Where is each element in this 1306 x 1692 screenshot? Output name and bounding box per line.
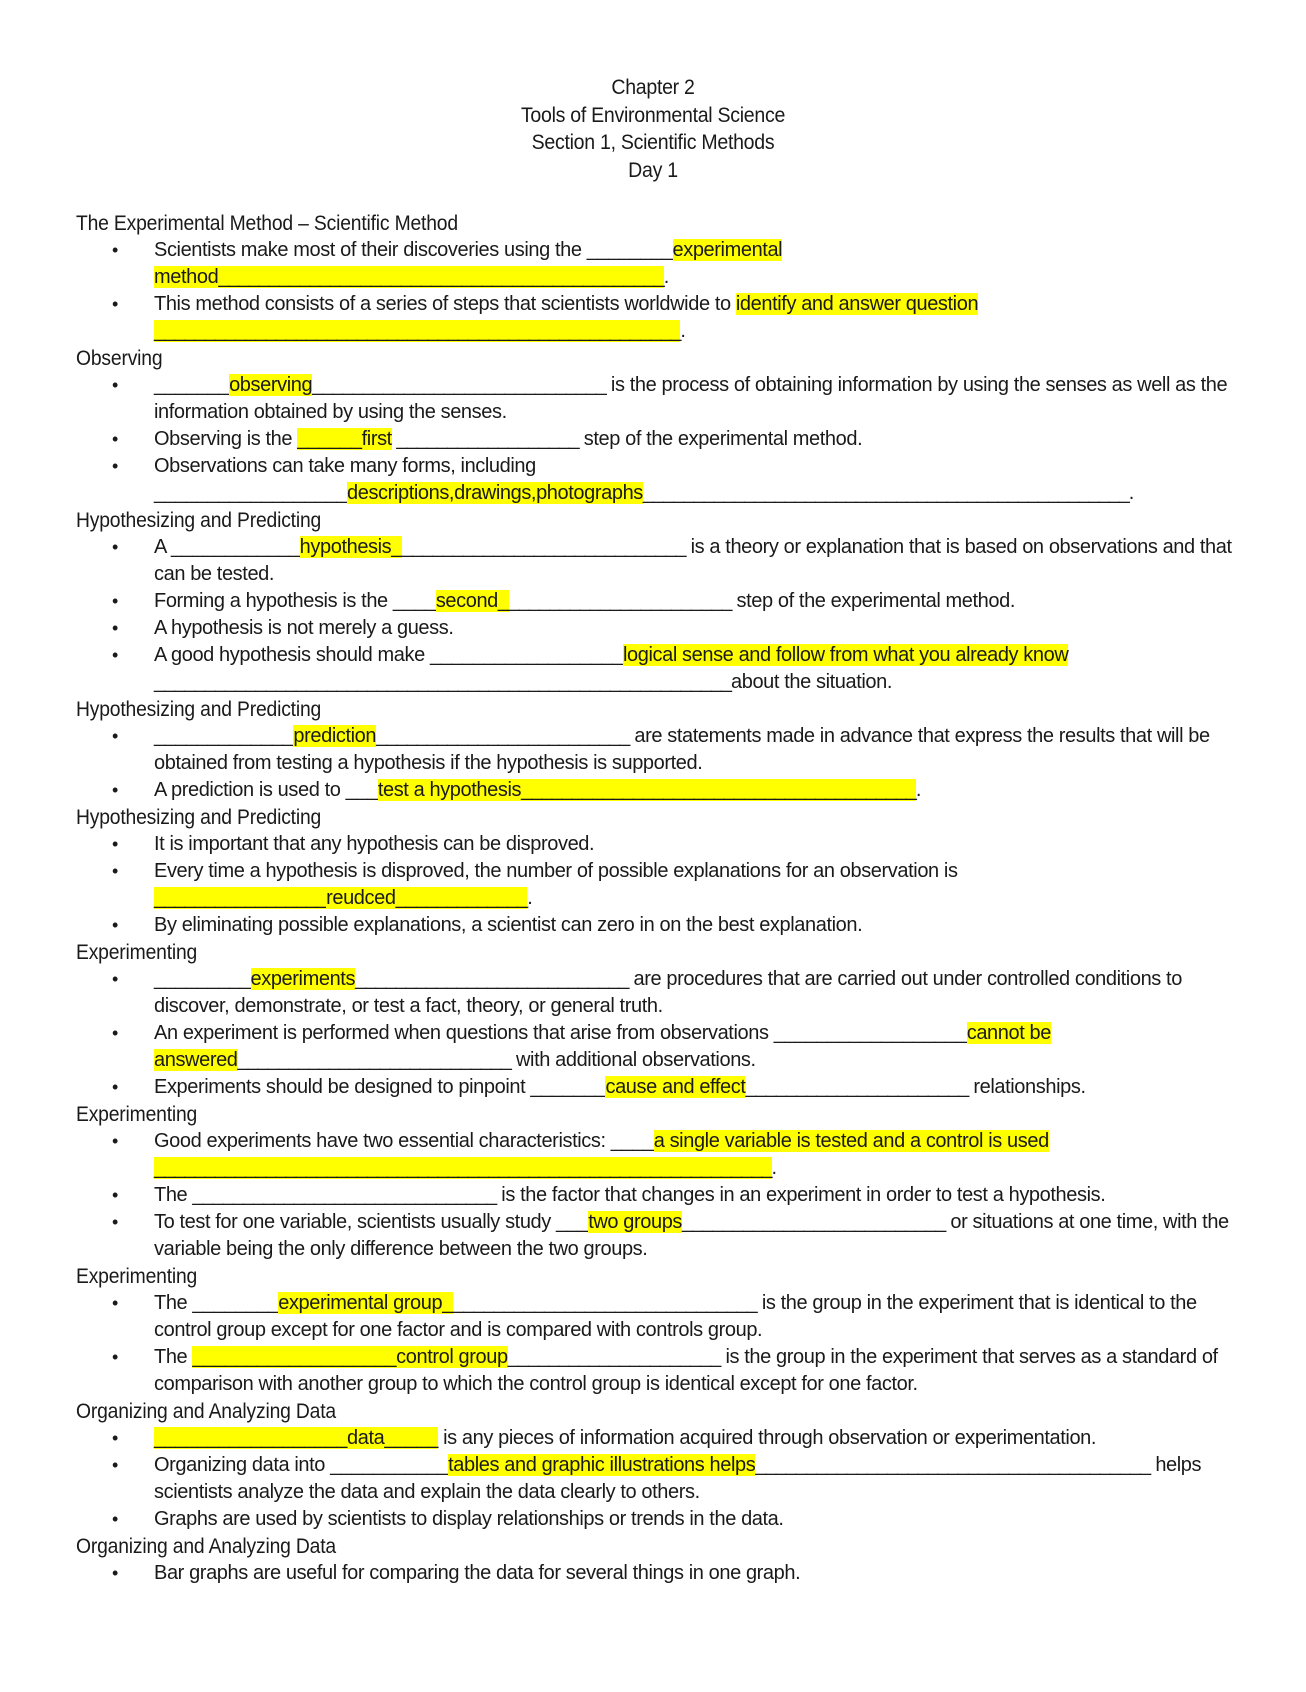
- answer-highlight: experimental group_: [278, 1292, 453, 1314]
- list-item: [76, 642, 1236, 696]
- list-item: [76, 534, 1236, 588]
- bullet-list: [76, 534, 1236, 696]
- bullet-icon: •: [112, 240, 118, 260]
- notes-content: [76, 210, 1236, 1587]
- bullet-list: [76, 831, 1236, 939]
- item-text: .: [915, 779, 922, 801]
- fill-blank: _____________: [395, 887, 528, 909]
- list-item: [76, 1290, 1236, 1344]
- list-item: [76, 615, 1236, 642]
- bullet-list: [76, 966, 1236, 1101]
- answer-highlight: ______first: [297, 428, 392, 450]
- item-text: The: [154, 1184, 193, 1206]
- item-text: An experiment is performed when questions that arise from observations __________________: [154, 1022, 967, 1044]
- bullet-icon: •: [112, 915, 118, 935]
- section-title: Section 1, Scientific Methods: [531, 131, 775, 154]
- list-item: [76, 723, 1236, 777]
- section-heading: Hypothesizing and Predicting: [76, 509, 322, 532]
- bullet-icon: •: [112, 1428, 118, 1448]
- bullet-list: [76, 1425, 1236, 1533]
- fill-blank: _________________________: [376, 725, 630, 747]
- fill-blank: ______________________: [745, 1076, 969, 1098]
- answer-highlight: prediction: [293, 725, 377, 747]
- item-text: .: [771, 1157, 777, 1179]
- bullet-icon: •: [112, 429, 118, 449]
- item-text: _________: [154, 968, 251, 990]
- answer-highlight: observing: [229, 374, 313, 396]
- fill-blank: _______________________________________: [755, 1454, 1151, 1476]
- answer-highlight: tables and graphic illustrations helps: [448, 1454, 756, 1476]
- fill-blank: ________________________________________________: [642, 482, 1129, 504]
- item-text: It is important that any hypothesis can be disproved.: [154, 833, 595, 855]
- list-item: [76, 1128, 1236, 1182]
- bullet-icon: •: [112, 834, 118, 854]
- item-text: Observing is the: [154, 428, 298, 450]
- book-title: Tools of Environmental Science: [520, 103, 786, 127]
- item-text: Good experiments have two essential characteristics: ____: [154, 1130, 654, 1152]
- list-item: [76, 1344, 1236, 1398]
- item-text: are procedures that are carried out under controlled conditions to discover, demonstrate, or test a fact, theory, or general truth.: [154, 968, 1182, 1017]
- item-text: .: [680, 320, 686, 342]
- list-item: [76, 1506, 1236, 1533]
- list-item: [76, 291, 1236, 345]
- item-text: Bar graphs are useful for comparing the data for several things in one graph.: [154, 1562, 801, 1584]
- bullet-icon: •: [112, 456, 118, 476]
- section-heading: Organizing and Analyzing Data: [76, 1400, 336, 1423]
- fill-blank: ______________________________: [452, 1292, 757, 1314]
- chapter-title: Chapter 2: [611, 76, 695, 99]
- bullet-icon: •: [112, 1077, 118, 1097]
- fill-blank: ______________________________: [192, 1184, 497, 1206]
- item-text: To test for one variable, scientists usually study ___: [154, 1211, 589, 1233]
- item-text: is the group in the experiment that is identical to the control group except for one factor and is compared with controls group.: [154, 1292, 1197, 1341]
- fill-blank: ____________________________________________: [218, 266, 664, 288]
- fill-blank: _______________________________________: [521, 779, 916, 801]
- fill-blank: _________________: [154, 887, 327, 909]
- bullet-icon: •: [112, 1131, 118, 1151]
- answer-highlight: experiments: [250, 968, 356, 990]
- item-text: .: [527, 887, 533, 909]
- item-text: By eliminating possible explanations, a scientist can zero in on the best explanation.: [154, 914, 863, 936]
- answer-highlight: experimental method: [154, 239, 783, 288]
- item-text: are statements made in advance that express the results that will be obtained from testing a hypothesis if the hypothesis is supported.: [154, 725, 1210, 774]
- item-text: A prediction is used to ___: [154, 779, 378, 801]
- list-item: [76, 426, 1236, 453]
- bullet-icon: •: [112, 726, 118, 746]
- bullet-icon: •: [112, 969, 118, 989]
- list-item: [76, 237, 1236, 291]
- section-heading: Experimenting: [76, 1103, 198, 1126]
- list-item: [76, 777, 1236, 804]
- item-text: or situations at one time, with the variable being the only difference between the two groups.: [154, 1211, 1229, 1260]
- item-text: Experiments should be designed to pinpoint _______: [154, 1076, 606, 1098]
- bullet-icon: •: [112, 1023, 118, 1043]
- bullet-list: [76, 1128, 1236, 1263]
- bullet-icon: •: [112, 537, 118, 557]
- fill-blank: ____________________________________________________: [154, 320, 681, 342]
- item-text: relationships.: [968, 1076, 1086, 1098]
- item-text: Scientists make most of their discoveries using the ________: [154, 239, 673, 261]
- bullet-icon: •: [112, 780, 118, 800]
- item-text: is any pieces of information acquired through observation or experimentation.: [437, 1427, 1097, 1449]
- list-item: [76, 858, 1236, 912]
- item-text: Observations can take many forms, including __________________: [154, 455, 536, 504]
- item-text: helps scientists analyze the data and explain the data clearly to others.: [154, 1454, 1202, 1503]
- fill-blank: __________________: [391, 428, 579, 450]
- list-item: [76, 1020, 1236, 1074]
- bullet-list: [76, 372, 1236, 507]
- item-text: about the situation.: [731, 671, 893, 693]
- section-heading: Observing: [76, 347, 163, 370]
- bullet-icon: •: [112, 618, 118, 638]
- bullet-list: [76, 1290, 1236, 1398]
- section-heading: Experimenting: [76, 941, 198, 964]
- list-item: [76, 1182, 1236, 1209]
- list-item: [76, 453, 1236, 507]
- fill-blank: _____________________________________________________________: [154, 1157, 772, 1179]
- fill-blank: __________________________: [682, 1211, 946, 1233]
- answer-highlight: cannot be answered: [154, 1022, 1051, 1071]
- list-item: [76, 1209, 1236, 1263]
- item-text: .: [1128, 482, 1134, 504]
- section-heading: Organizing and Analyzing Data: [76, 1535, 336, 1558]
- bullet-icon: •: [112, 1455, 118, 1475]
- item-text: step of the experimental method.: [731, 590, 1015, 612]
- answer-highlight: reudced: [326, 887, 396, 909]
- document-header: [46, 74, 1261, 184]
- answer-highlight: two groups: [588, 1211, 683, 1233]
- answer-highlight: identify and answer question: [735, 293, 979, 315]
- bullet-icon: •: [112, 861, 118, 881]
- bullet-icon: •: [112, 645, 118, 665]
- item-text: Graphs are used by scientists to display relationships or trends in the data.: [154, 1508, 784, 1530]
- item-text: _____________: [154, 725, 294, 747]
- bullet-icon: •: [112, 1563, 118, 1583]
- list-item: [76, 831, 1236, 858]
- answer-highlight: cause and effect: [605, 1076, 746, 1098]
- fill-blank: _____________________: [507, 1346, 721, 1368]
- day-label: Day 1: [628, 158, 678, 182]
- item-text: Organizing data into ___________: [154, 1454, 449, 1476]
- list-item: [76, 966, 1236, 1020]
- item-text: step of the experimental method.: [578, 428, 863, 450]
- bullet-icon: •: [112, 1212, 118, 1232]
- list-item: [76, 1560, 1236, 1587]
- item-text: Every time a hypothesis is disproved, the number of possible explanations for an observation is: [154, 860, 958, 882]
- list-item: [76, 912, 1236, 939]
- answer-highlight: second_: [435, 590, 509, 612]
- answer-highlight: test a hypothesis: [377, 779, 522, 801]
- bullet-icon: •: [112, 1509, 118, 1529]
- item-text: The: [154, 1346, 193, 1368]
- list-item: [76, 1425, 1236, 1452]
- item-text: A ____________: [154, 536, 300, 558]
- bullet-list: [76, 1560, 1236, 1587]
- item-text: is a theory or explanation that is based on observations and that can be tested.: [154, 536, 1232, 585]
- fill-blank: ___________________________: [355, 968, 629, 990]
- list-item: [76, 1074, 1236, 1101]
- answer-highlight: __________________data_____: [154, 1427, 438, 1449]
- bullet-icon: •: [112, 1347, 118, 1367]
- section-heading: Experimenting: [76, 1265, 198, 1288]
- item-text: is the process of obtaining information by using the senses as well as the information obtained by using the senses.: [154, 374, 1228, 423]
- section-heading: Hypothesizing and Predicting: [76, 806, 322, 829]
- item-text: This method consists of a series of steps that scientists worldwide to: [154, 293, 736, 315]
- item-text: A good hypothesis should make __________________: [154, 644, 623, 666]
- section-heading: Hypothesizing and Predicting: [76, 698, 322, 721]
- list-item: [76, 588, 1236, 615]
- item-text: Forming a hypothesis is the ____: [154, 590, 436, 612]
- list-item: [76, 372, 1236, 426]
- bullet-list: [76, 723, 1236, 804]
- item-text: is the group in the experiment that serves as a standard of comparison with another group to which the control group is identical except for one factor.: [154, 1346, 1218, 1395]
- item-text: is the factor that changes in an experiment in order to test a hypothesis.: [496, 1184, 1106, 1206]
- list-item: [76, 1452, 1236, 1506]
- answer-highlight: hypothesis_: [299, 536, 403, 558]
- item-text: A hypothesis is not merely a guess.: [154, 617, 454, 639]
- bullet-icon: •: [112, 294, 118, 314]
- answer-highlight: ___________________control group: [192, 1346, 508, 1368]
- answer-highlight: logical sense and follow from what you already know: [622, 644, 1069, 666]
- fill-blank: ___________________________: [237, 1049, 511, 1071]
- answer-highlight: descriptions,drawings,photographs: [347, 482, 643, 504]
- section-heading: The Experimental Method – Scientific Method: [76, 212, 458, 235]
- item-text: The ________: [154, 1292, 279, 1314]
- item-text: with additional observations.: [510, 1049, 756, 1071]
- bullet-icon: •: [112, 1293, 118, 1313]
- bullet-icon: •: [112, 375, 118, 395]
- fill-blank: _____________________________: [312, 374, 606, 396]
- bullet-list: [76, 237, 1236, 345]
- fill-blank: ______________________: [508, 590, 732, 612]
- bullet-icon: •: [112, 1185, 118, 1205]
- item-text: _______: [154, 374, 230, 396]
- bullet-icon: •: [112, 591, 118, 611]
- fill-blank: _________________________________________________________: [154, 671, 732, 693]
- item-text: .: [663, 266, 669, 288]
- fill-blank: ____________________________: [402, 536, 686, 558]
- answer-highlight: a single variable is tested and a control is used: [653, 1130, 1049, 1152]
